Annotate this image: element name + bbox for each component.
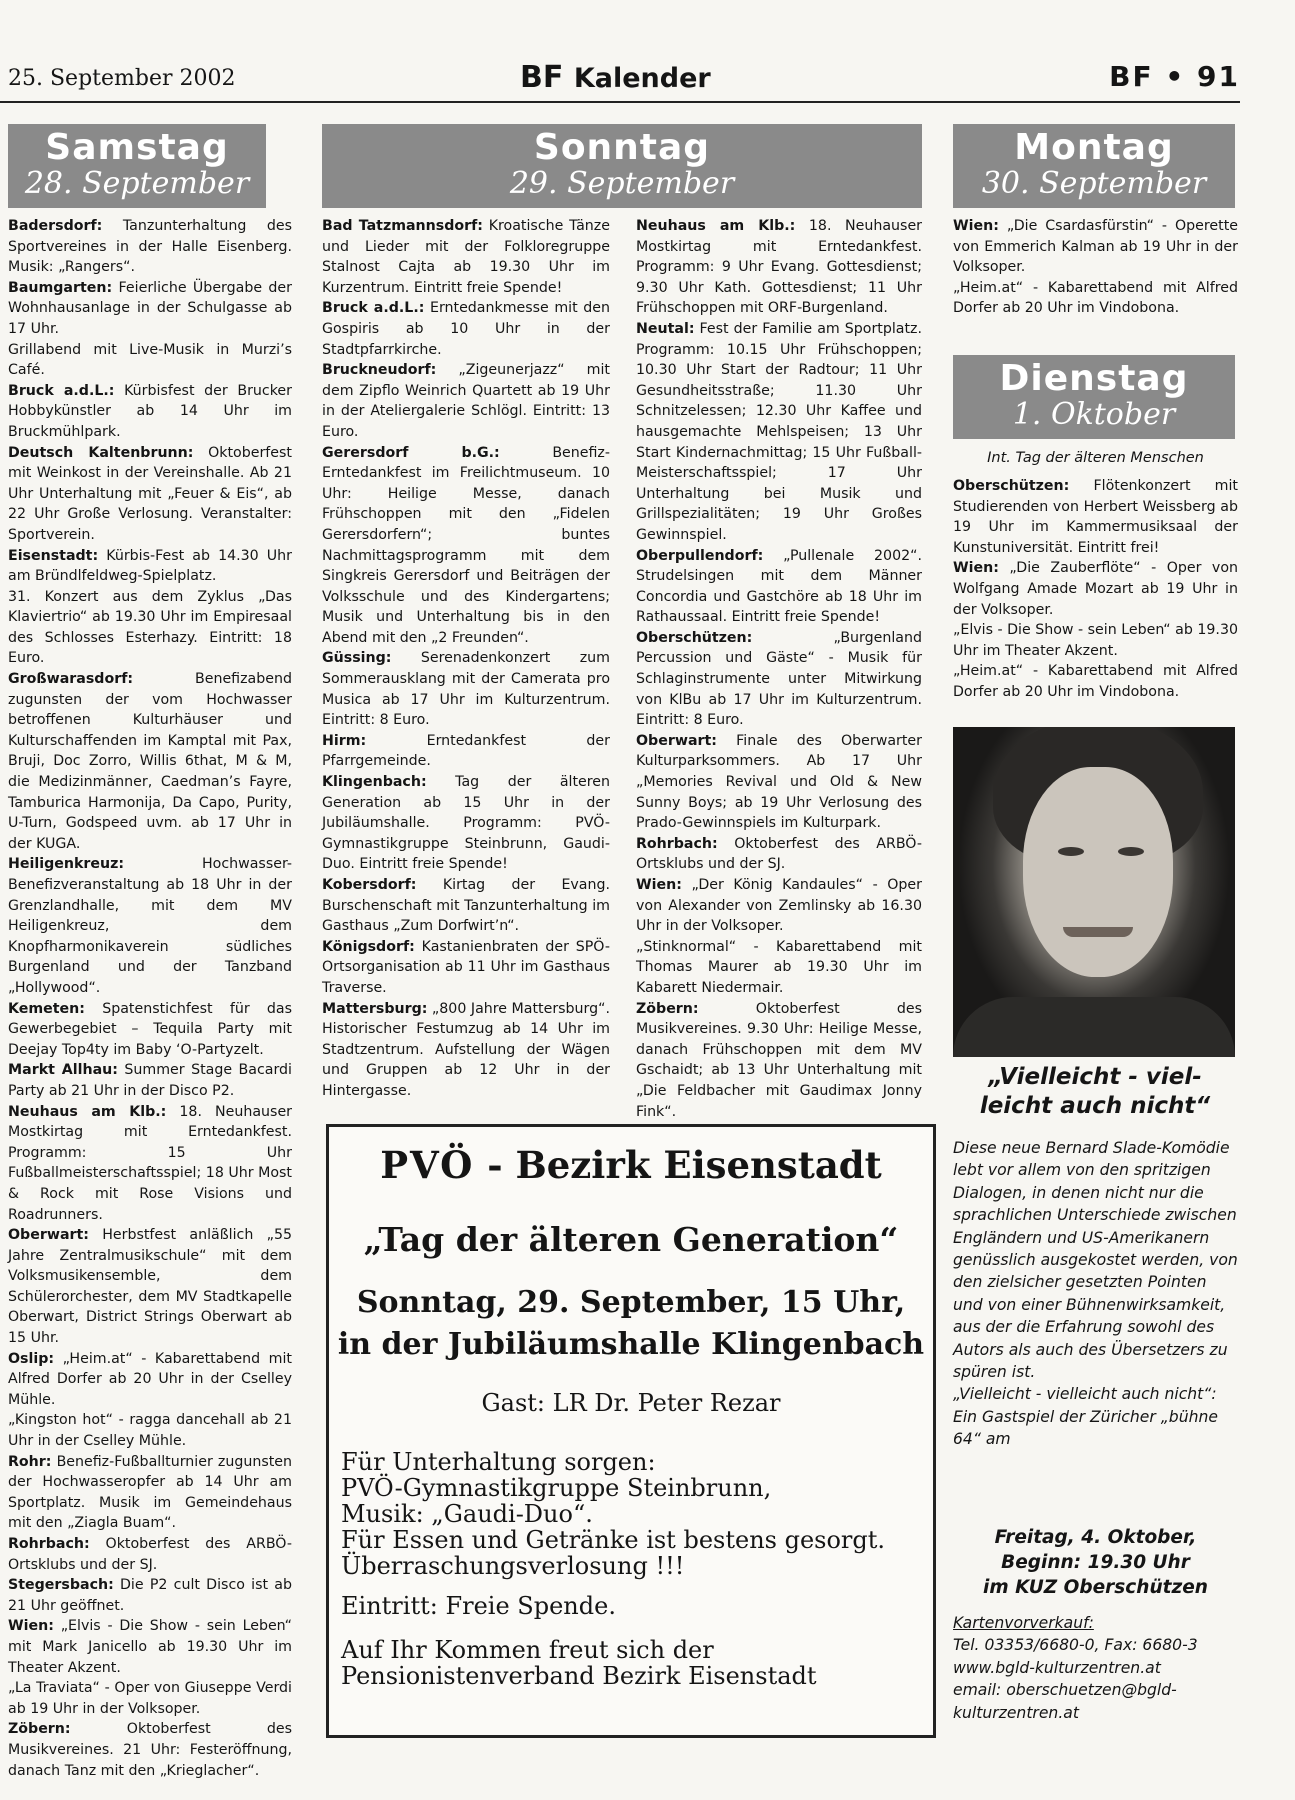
event-entry (8, 1534, 292, 1575)
event-place: Bruck a.d.L.: (8, 382, 115, 399)
photo-face (1023, 767, 1173, 977)
event-entry (8, 340, 292, 381)
event-text: „800 Jahre Mattersburg“. Historischer Festumzug ab 14 Uhr im Stadtzentrum. Aufstellung der Wägen und Gruppen ab 12 Uhr in der Hintergasse. (322, 1000, 610, 1099)
event-entry (636, 875, 922, 937)
event-text: Herbstfest anläßlich „55 Jahre Zentralmusikschule“ mit dem Volksmusikensemble, dem Schülerorchester, dem MV Stadtkapelle Oberwart, District Strings Oberwart ab 15 Uhr. (8, 1227, 292, 1347)
header-rule (0, 101, 1240, 103)
event-entry (8, 587, 292, 669)
ad-logo-pvo: PVÖ (380, 1143, 475, 1187)
section-logo: BF (520, 60, 564, 95)
day-date: 1. Oktober (1012, 397, 1176, 432)
event-place: Oberschützen: (953, 478, 1070, 494)
ad-text-line: Für Essen und Getränke ist bestens gesorgt. (341, 1526, 886, 1554)
event-entry (8, 278, 292, 340)
event-text: 31. Konzert aus dem Zyklus „Das Klaviertrio“ ab 19.30 Uhr im Empiresaal des Schlosses Esterhazy. Eintritt: 18 Euro. (8, 588, 292, 667)
ad-text-line: Für Unterhaltung sorgen: (341, 1448, 656, 1476)
event-text: Kastanienbraten der SPÖ-Ortsorganisation ab 11 Uhr im Gasthaus Traverse. (322, 938, 610, 996)
ad-title-rest: - Bezirk Eisenstadt (474, 1143, 882, 1187)
event-entry (8, 1719, 292, 1781)
event-entry (953, 476, 1238, 558)
event-place: Bruck a.d.L.: (322, 300, 425, 317)
feature-contact (953, 1612, 1238, 1724)
event-place: Gerersdorf b.G.: (322, 444, 500, 461)
event-text: Spatenstichfest für das Gewerbegebiet – Tequila Party mit Deejay Top4ty im Baby ‘O-Partyzelt. (8, 1000, 292, 1058)
day-date: 28. September (24, 166, 250, 201)
day-banner-monday (953, 124, 1235, 208)
event-text: 18. Neuhauser Mostkirtag mit Erntedankfest. Programm: 15 Uhr Fußballmeisterschaftsspiel; 18 Uhr Most & Rock mit Rose Visions und Roadrunners. (8, 1103, 292, 1223)
event-text: „Burgenland Percussion und Gäste“ - Musik für Schlaginstrumente unter Mitwirkung von KlBu ab 17 Uhr im Kulturzentrum. Eintritt: 8 Euro. (636, 629, 922, 729)
event-place: Zöbern: (8, 1721, 71, 1738)
contact-website: www.bgld-kulturzentren.at (953, 1658, 1161, 1677)
event-text: Kirtag der Evang. Burschenschaft mit Tanzunterhaltung im Gasthaus „Zum Dorfwirt’n“. (322, 877, 610, 935)
event-entry (8, 381, 292, 443)
event-text: Kroatische Tänze und Lieder mit der Folkloregruppe Stalnost Cajta ab 19.30 Uhr im Kurzentrum. Eintritt freie Spende! (322, 218, 610, 296)
event-place: Kobersdorf: (322, 877, 417, 893)
feature-title (955, 1063, 1235, 1121)
ad-text-line: Eintritt: Freie Spende. (341, 1592, 616, 1620)
event-place: Heiligenkreuz: (8, 856, 125, 873)
tuesday-subtitle: Int. Tag der älteren Menschen (987, 450, 1204, 466)
ad-subtitle: „Tag der älteren Generation“ (363, 1220, 899, 1259)
event-entry (636, 937, 922, 999)
event-entry (322, 999, 610, 1102)
event-entry (8, 669, 292, 854)
sunday-listings-right (636, 216, 922, 1122)
feature-body (953, 1137, 1238, 1451)
event-entry (322, 875, 610, 937)
event-text: „Heim.at“ - Kabarettabend mit Alfred Dorfer ab 20 Uhr im Vindobona. (953, 663, 1238, 700)
event-text: „Elvis - Die Show - sein Leben“ mit Mark Janicello ab 19.30 Uhr im Theater Akzent. (8, 1618, 292, 1676)
feature-title-line: leicht auch nicht“ (979, 1093, 1211, 1119)
pvo-advertisement (326, 1124, 936, 1738)
ad-text-line: Pensionistenverband Bezirk Eisenstadt (341, 1662, 817, 1690)
event-entry (8, 546, 292, 587)
event-entry (322, 731, 610, 772)
event-entry (322, 772, 610, 875)
event-place: Güssing: (322, 650, 392, 667)
event-place: Oberpullendorf: (636, 547, 764, 564)
contact-heading: Kartenvorverkauf: (953, 1614, 1094, 1632)
event-text: Tag der älteren Generation ab 15 Uhr in der Jubiläumshalle. Programm: PVÖ-Gymnastikgruppe Steinbrunn, Gaudi-Duo. Eintritt freie Spende! (322, 774, 610, 873)
event-entry (8, 1452, 292, 1534)
event-entry (8, 1349, 292, 1411)
event-entry (8, 1678, 292, 1719)
tuesday-listings (953, 476, 1238, 703)
event-text: Oktoberfest des ARBÖ-Ortsklubs und der SJ. (8, 1536, 292, 1573)
event-place: Oberschützen: (636, 629, 753, 646)
event-place: Oberwart: (636, 732, 717, 749)
event-place: Mattersburg: (322, 1000, 428, 1017)
ad-text-line: Auf Ihr Kommen freut sich der (341, 1636, 714, 1664)
event-entry (953, 661, 1238, 702)
contact-email: email: oberschuetzen@bgld-kulturzentren.at (953, 1681, 1177, 1722)
event-entry (8, 1060, 292, 1101)
event-entry (953, 620, 1238, 661)
day-name: Dienstag (999, 358, 1189, 399)
event-text: Kürbisfest der Brucker Hobbykünstler ab 14 Uhr im Bruckmühlpark. (8, 382, 292, 440)
ad-text-line: PVÖ-Gymnastikgruppe Steinbrunn, (341, 1474, 772, 1502)
event-place: Oberwart: (8, 1227, 89, 1244)
event-place: Deutsch Kaltenbrunn: (8, 444, 194, 461)
event-place: Kemeten: (8, 1000, 85, 1017)
day-date: 29. September (509, 166, 735, 201)
event-entry (636, 834, 922, 875)
event-entry (322, 648, 610, 730)
event-place: Stegersbach: (8, 1577, 114, 1594)
feature-date-line: Freitag, 4. Oktober, (994, 1527, 1197, 1548)
event-place: Wien: (953, 560, 999, 577)
event-entry (636, 216, 922, 319)
event-text: Benefiz-Fußballturnier zugunsten der Hochwasseropfer ab 14 Uhr am Sportplatz. Musik im Gemeindehaus mit den „Ziagla Buam“. (8, 1453, 292, 1532)
day-banner-sunday (322, 124, 922, 208)
event-entry (636, 999, 922, 1123)
issue-date: 25. September 2002 (8, 66, 236, 91)
event-text: Fest der Familie am Sportplatz. Programm: 10.15 Uhr Frühschoppen; 10.30 Uhr Start der Radtour; 11 Uhr Gesundheitsstraße; 11.30 Uhr Schnitzelessen; 12.30 Uhr Kaffee und hausgemachte Mehlspeisen; 13 Uhr Start Kindernachmittag; 15 Uhr Fußball-Meisterschaftsspiel; 17 Uhr Unterhaltung bei Musik und Grillspezialitäten; 19 Uhr Großes Gewinnspiel. (636, 320, 922, 543)
event-entry (322, 937, 610, 999)
event-entry (8, 1225, 292, 1349)
event-entry (953, 216, 1238, 278)
event-place: Neuhaus am Klb.: (636, 218, 796, 234)
event-text: Grillabend mit Live-Musik in Murzi’s Café. (8, 341, 292, 379)
event-entry (322, 443, 610, 649)
event-entry (636, 628, 922, 731)
event-text: „La Traviata“ - Oper von Giuseppe Verdi ab 19 Uhr in der Volksoper. (8, 1680, 292, 1717)
event-entry (322, 360, 610, 442)
day-date: 30. September (981, 166, 1207, 201)
photo-coat (953, 997, 1235, 1057)
ad-text-line: Musik: „Gaudi-Duo“. (341, 1500, 593, 1528)
event-text: „Die Csardasfürstin“ - Operette von Emmerich Kalman ab 19 Uhr in der Volksoper. (953, 218, 1238, 276)
event-text: Oktoberfest des Musikvereines. 21 Uhr: Festeröffnung, danach Tanz mit den „Krieglacher“. (8, 1721, 292, 1779)
event-text: „Heim.at“ - Kabarettabend mit Alfred Dorfer ab 20 Uhr im Vindobona. (953, 279, 1238, 317)
event-text: Summer Stage Bacardi Party ab 21 Uhr in der Disco P2. (8, 1062, 292, 1099)
day-banner-saturday (8, 124, 266, 208)
event-text: „Heim.at“ - Kabarettabend mit Alfred Dorfer ab 20 Uhr in der Cselley Mühle. (8, 1350, 292, 1408)
event-place: Baumgarten: (8, 279, 113, 296)
event-text: Die P2 cult Disco ist ab 21 Uhr geöffnet. (8, 1577, 292, 1614)
ad-title (329, 1143, 933, 1187)
event-entry (8, 216, 292, 278)
event-entry (8, 1575, 292, 1616)
event-entry (636, 731, 922, 834)
event-entry (636, 546, 922, 628)
feature-body-text: Diese neue Bernard Slade-Komödie lebt vor allem von den spritzigen Dialogen, in denen nicht nur die sprachlichen Unterschiede zwischen Engländern und US-Amerikanern genüsslich ausgekostet werden, von den zielsicher gesetzten Pointen und von einer Bühnenwirksamkeit, aus der die Erfahrung sowohl des Autors als auch des Übersetzers zu spüren ist. (953, 1139, 1238, 1382)
section-name: Kalender (573, 63, 711, 94)
event-place: Rohrbach: (636, 835, 718, 852)
event-place: Zöbern: (636, 1000, 699, 1017)
section-title (520, 60, 711, 95)
event-text: Oktoberfest des ARBÖ-Ortsklubs und der SJ. (636, 835, 922, 873)
page-header (0, 58, 1240, 100)
day-name: Montag (1014, 127, 1174, 168)
page-number: BF • 91 (1109, 60, 1240, 93)
event-place: Neutal: (636, 320, 695, 337)
event-entry (8, 1102, 292, 1226)
event-place: Oslip: (8, 1350, 55, 1367)
event-place: Hirm: (322, 732, 367, 749)
event-text: „Kingston hot“ - ragga dancehall ab 21 Uhr in der Cselley Mühle. (8, 1412, 292, 1450)
event-place: Markt Allhau: (8, 1062, 118, 1079)
ad-date-line: Sonntag, 29. September, 15 Uhr, (356, 1285, 906, 1320)
feature-body-text: „Vielleicht - vielleicht auch nicht“: Ein Gastspiel der Züricher „bühne 64“ am (953, 1385, 1218, 1449)
feature-title-line: „Vielleicht - viel- (988, 1064, 1202, 1090)
event-text: „Der König Kandaules“ - Oper von Alexander von Zemlinsky ab 16.30 Uhr in der Volksoper. (636, 877, 922, 935)
day-name: Samstag (45, 127, 229, 168)
event-text: „Elvis - Die Show - sein Leben“ ab 19.30 Uhr im Theater Akzent. (953, 622, 1238, 659)
event-text: Erntedankmesse mit den Gospiris ab 10 Uhr in der Stadtpfarrkirche. (322, 300, 610, 358)
event-entry (636, 319, 922, 546)
event-entry (8, 854, 292, 998)
ad-venue-line: in der Jubiläumshalle Klingenbach (337, 1327, 925, 1362)
event-place: Neuhaus am Klb.: (8, 1103, 167, 1120)
monday-listings (953, 216, 1238, 319)
event-text: Serenadenkonzert zum Sommerausklang mit der Camerata pro Musica ab 17 Uhr im Kulturzentrum. Eintritt: 8 Euro. (322, 650, 610, 729)
ad-text-line: Überraschungsverlosung !!! (341, 1552, 685, 1580)
event-text: Feierliche Übergabe der Wohnhausanlage in der Schulgasse ab 17 Uhr. (8, 279, 292, 337)
photo-eye-left (1058, 847, 1084, 856)
event-entry (322, 298, 610, 360)
event-text: „Zigeunerjazz“ mit dem Zipflo Weinrich Quartett ab 19 Uhr in der Ateliergalerie Schlögl. Eintritt: 13 Euro. (322, 362, 610, 440)
event-place: Wien: (636, 877, 682, 893)
event-place: Königsdorf: (322, 938, 415, 955)
event-text: Tanzunterhaltung des Sportvereines in der Halle Eisenberg. Musik: „Rangers“. (8, 218, 292, 276)
event-entry (322, 216, 610, 298)
event-text: Oktoberfest des Musikvereines. 9.30 Uhr: Heilige Messe, danach Frühschoppen mit dem MV Gschaidt; ab 13 Uhr Unterhaltung mit „Die Feldbacher mit Gaudimax Jonny Fink“. (636, 1000, 922, 1120)
event-text: Oktoberfest mit Weinkost in der Vereinshalle. Ab 21 Uhr Unterhaltung mit „Feuer & Eis“, ab 22 Uhr Große Verlosung. Veranstalter: Sportverein. (8, 444, 292, 543)
event-place: Rohr: (8, 1453, 52, 1470)
event-text: Hochwasser-Benefizveranstaltung ab 18 Uhr in der Grenzlandhalle, mit dem MV Heiligenkreuz, dem Knopfharmonikaverein südliches Burgenland und der Tanzband „Hollywood“. (8, 856, 292, 996)
contact-phone: Tel. 03353/6680-0, Fax: 6680-3 (953, 1636, 1198, 1655)
event-text: 18. Neuhauser Mostkirtag mit Erntedankfest. Programm: 9 Uhr Evang. Gottesdienst; 9.30 Uhr Kath. Gottesdienst; 11 Uhr Frühschoppen mit ORF-Burgenland. (636, 218, 922, 317)
ad-guest: Gast: LR Dr. Peter Rezar (481, 1389, 781, 1417)
event-text: „Die Zauberflöte“ - Oper von Wolfgang Amade Mozart ab 19 Uhr in der Volksoper. (953, 560, 1238, 618)
event-place: Rohrbach: (8, 1536, 90, 1552)
event-text: Finale des Oberwarter Kulturparksommers. Ab 17 Uhr „Memories Revival und Old & New Sunny Boys; ab 19 Uhr Verlosung des Prado-Gewinnspiels im Kulturpark. (636, 732, 922, 832)
event-place: Eisenstadt: (8, 547, 99, 564)
event-entry (8, 443, 292, 546)
feature-date (953, 1525, 1238, 1600)
feature-date-line: im KUZ Oberschützen (983, 1577, 1208, 1598)
event-place: Klingenbach: (322, 774, 427, 791)
event-entry (8, 1616, 292, 1678)
portrait-photo (953, 727, 1235, 1057)
event-entry (953, 558, 1238, 620)
feature-date-line: Beginn: 19.30 Uhr (1001, 1552, 1190, 1573)
event-text: Benefiz-Erntedankfest im Freilichtmuseum. 10 Uhr: Heilige Messe, danach Frühschoppen mit den „Fidelen Gerersdorfern“; buntes Nachmittagsprogramm mit dem Singkreis Gerersdorf und Beiträgen der Volksschule und des Kindergartens; Musik und Unterhaltung bis in den Abend mit den „2 Freunden“. (322, 444, 610, 646)
event-text: Kürbis-Fest ab 14.30 Uhr am Bründlfeldweg-Spielplatz. (8, 547, 292, 585)
event-entry (953, 278, 1238, 319)
day-name: Sonntag (533, 127, 711, 168)
event-text: „Stinknormal“ - Kabarettabend mit Thomas Maurer ab 19.30 Uhr im Kabarett Niedermair. (636, 938, 922, 996)
event-text: Erntedankfest der Pfarrgemeinde. (322, 732, 610, 770)
event-place: Badersdorf: (8, 218, 103, 234)
event-place: Wien: (8, 1618, 54, 1635)
event-text: „Pullenale 2002“. Strudelsingen mit dem Männer Concordia und Gastchöre ab 18 Uhr im Rathaussaal. Eintritt freie Spende! (636, 547, 922, 626)
event-place: Bruckneudorf: (322, 362, 437, 379)
saturday-listings (8, 216, 292, 1781)
event-entry (8, 999, 292, 1061)
event-entry (8, 1410, 292, 1451)
event-place: Bad Tatzmannsdorf: (322, 218, 483, 234)
day-banner-tuesday (953, 355, 1235, 439)
event-place: Großwarasdorf: (8, 671, 134, 688)
photo-eye-right (1118, 847, 1144, 856)
event-text: Benefizabend zugunsten der vom Hochwasser betroffenen Kulturhäuser und Kulturschaffenden im Kamptal mit Pax, Bruji, Doc Zorro, Willis 6that, M & M, die Medizinmänner, Caedman’s Fayre, Tamburica Harmonija, Da Capo, Purity, U-Turn, Godspeed uvm. ab 17 Uhr in der KUGA. (8, 671, 292, 852)
sunday-listings-left (322, 216, 610, 1102)
photo-mouth (1063, 927, 1133, 937)
event-place: Wien: (953, 218, 999, 234)
event-text: Flötenkonzert mit Studierenden von Herbert Weissberg ab 19 Uhr im Kammermusiksaal der Kunstuniversität. Eintritt frei! (953, 478, 1238, 556)
